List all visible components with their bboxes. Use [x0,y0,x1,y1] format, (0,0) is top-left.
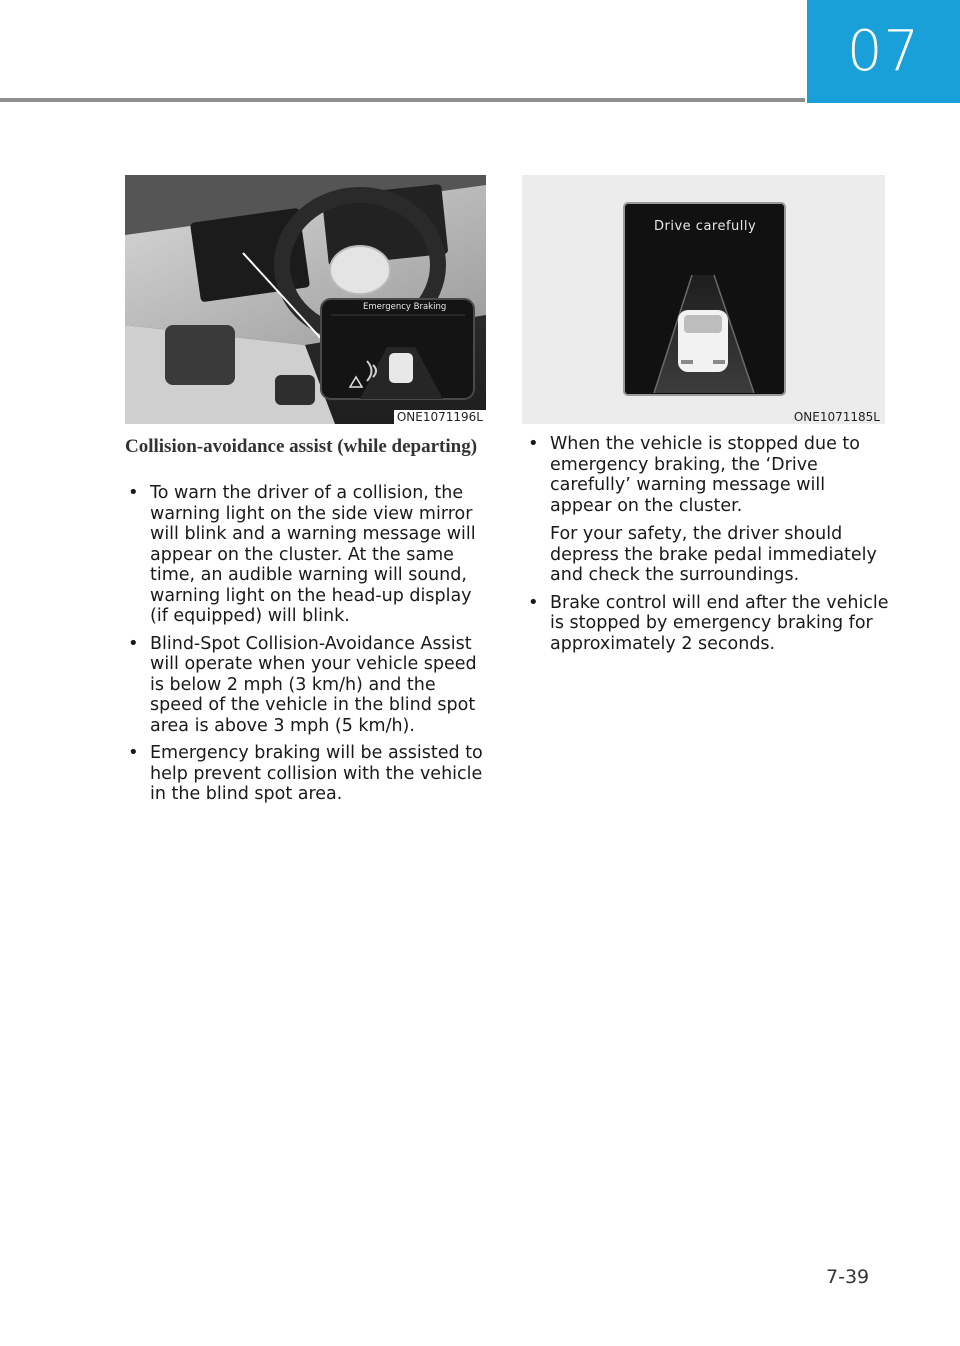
list-item [125,634,490,737]
header-rule [0,98,805,102]
bullet-icon: • [528,591,539,613]
bullet-icon: • [128,632,139,654]
page-number: 7-39 [826,1266,870,1288]
bullet-text: Brake control will end after the vehicle is stopped by emergency braking for approximately 2 seconds. [550,592,889,654]
figure-code: ONE1071185L [793,410,880,424]
list-item [125,483,490,627]
section-heading: Collision-avoidance assist (while departing) [125,436,478,457]
cluster-warning-text: Drive carefully [654,219,757,234]
right-bullet-list [525,434,890,661]
cluster-warning-text: Emergency Braking [363,302,447,312]
bullet-text: Blind-Spot Collision-Avoidance Assist will operate when your vehicle speed is below 2 mph (3 km/h) and the speed of the vehicle in the blind spot area is above 3 mph (5 km/h). [150,633,477,736]
list-item [525,434,890,586]
figure-code: ONE1071196L [394,410,486,424]
dashboard-illustration [125,175,486,424]
bullet-icon: • [528,433,539,454]
dashboard-svg [125,175,486,424]
bullet-text: When the vehicle is stopped due to emergency braking, the ‘Drive carefully’ warning message will appear on the cluster. [550,434,860,516]
bullet-subtext: For your safety, the driver should depress the brake pedal immediately and check the surroundings. [550,524,877,585]
cluster-illustration [522,175,885,424]
list-item [525,593,890,655]
list-item [125,743,490,805]
bullet-icon: • [128,482,139,503]
bullet-text: To warn the driver of a collision, the warning light on the side view mirror will blink and a warning message will appear on the cluster. At the same time, an audible warning will sound, warning light on the head-up display (if equipped) will blink. [150,483,476,626]
left-bullet-list [125,483,490,812]
bullet-icon: • [128,742,139,763]
bullet-text: Emergency braking will be assisted to help prevent collision with the vehicle in the blind spot area. [150,743,483,804]
chapter-tab: 07 [807,0,960,103]
cluster-svg [522,175,885,424]
